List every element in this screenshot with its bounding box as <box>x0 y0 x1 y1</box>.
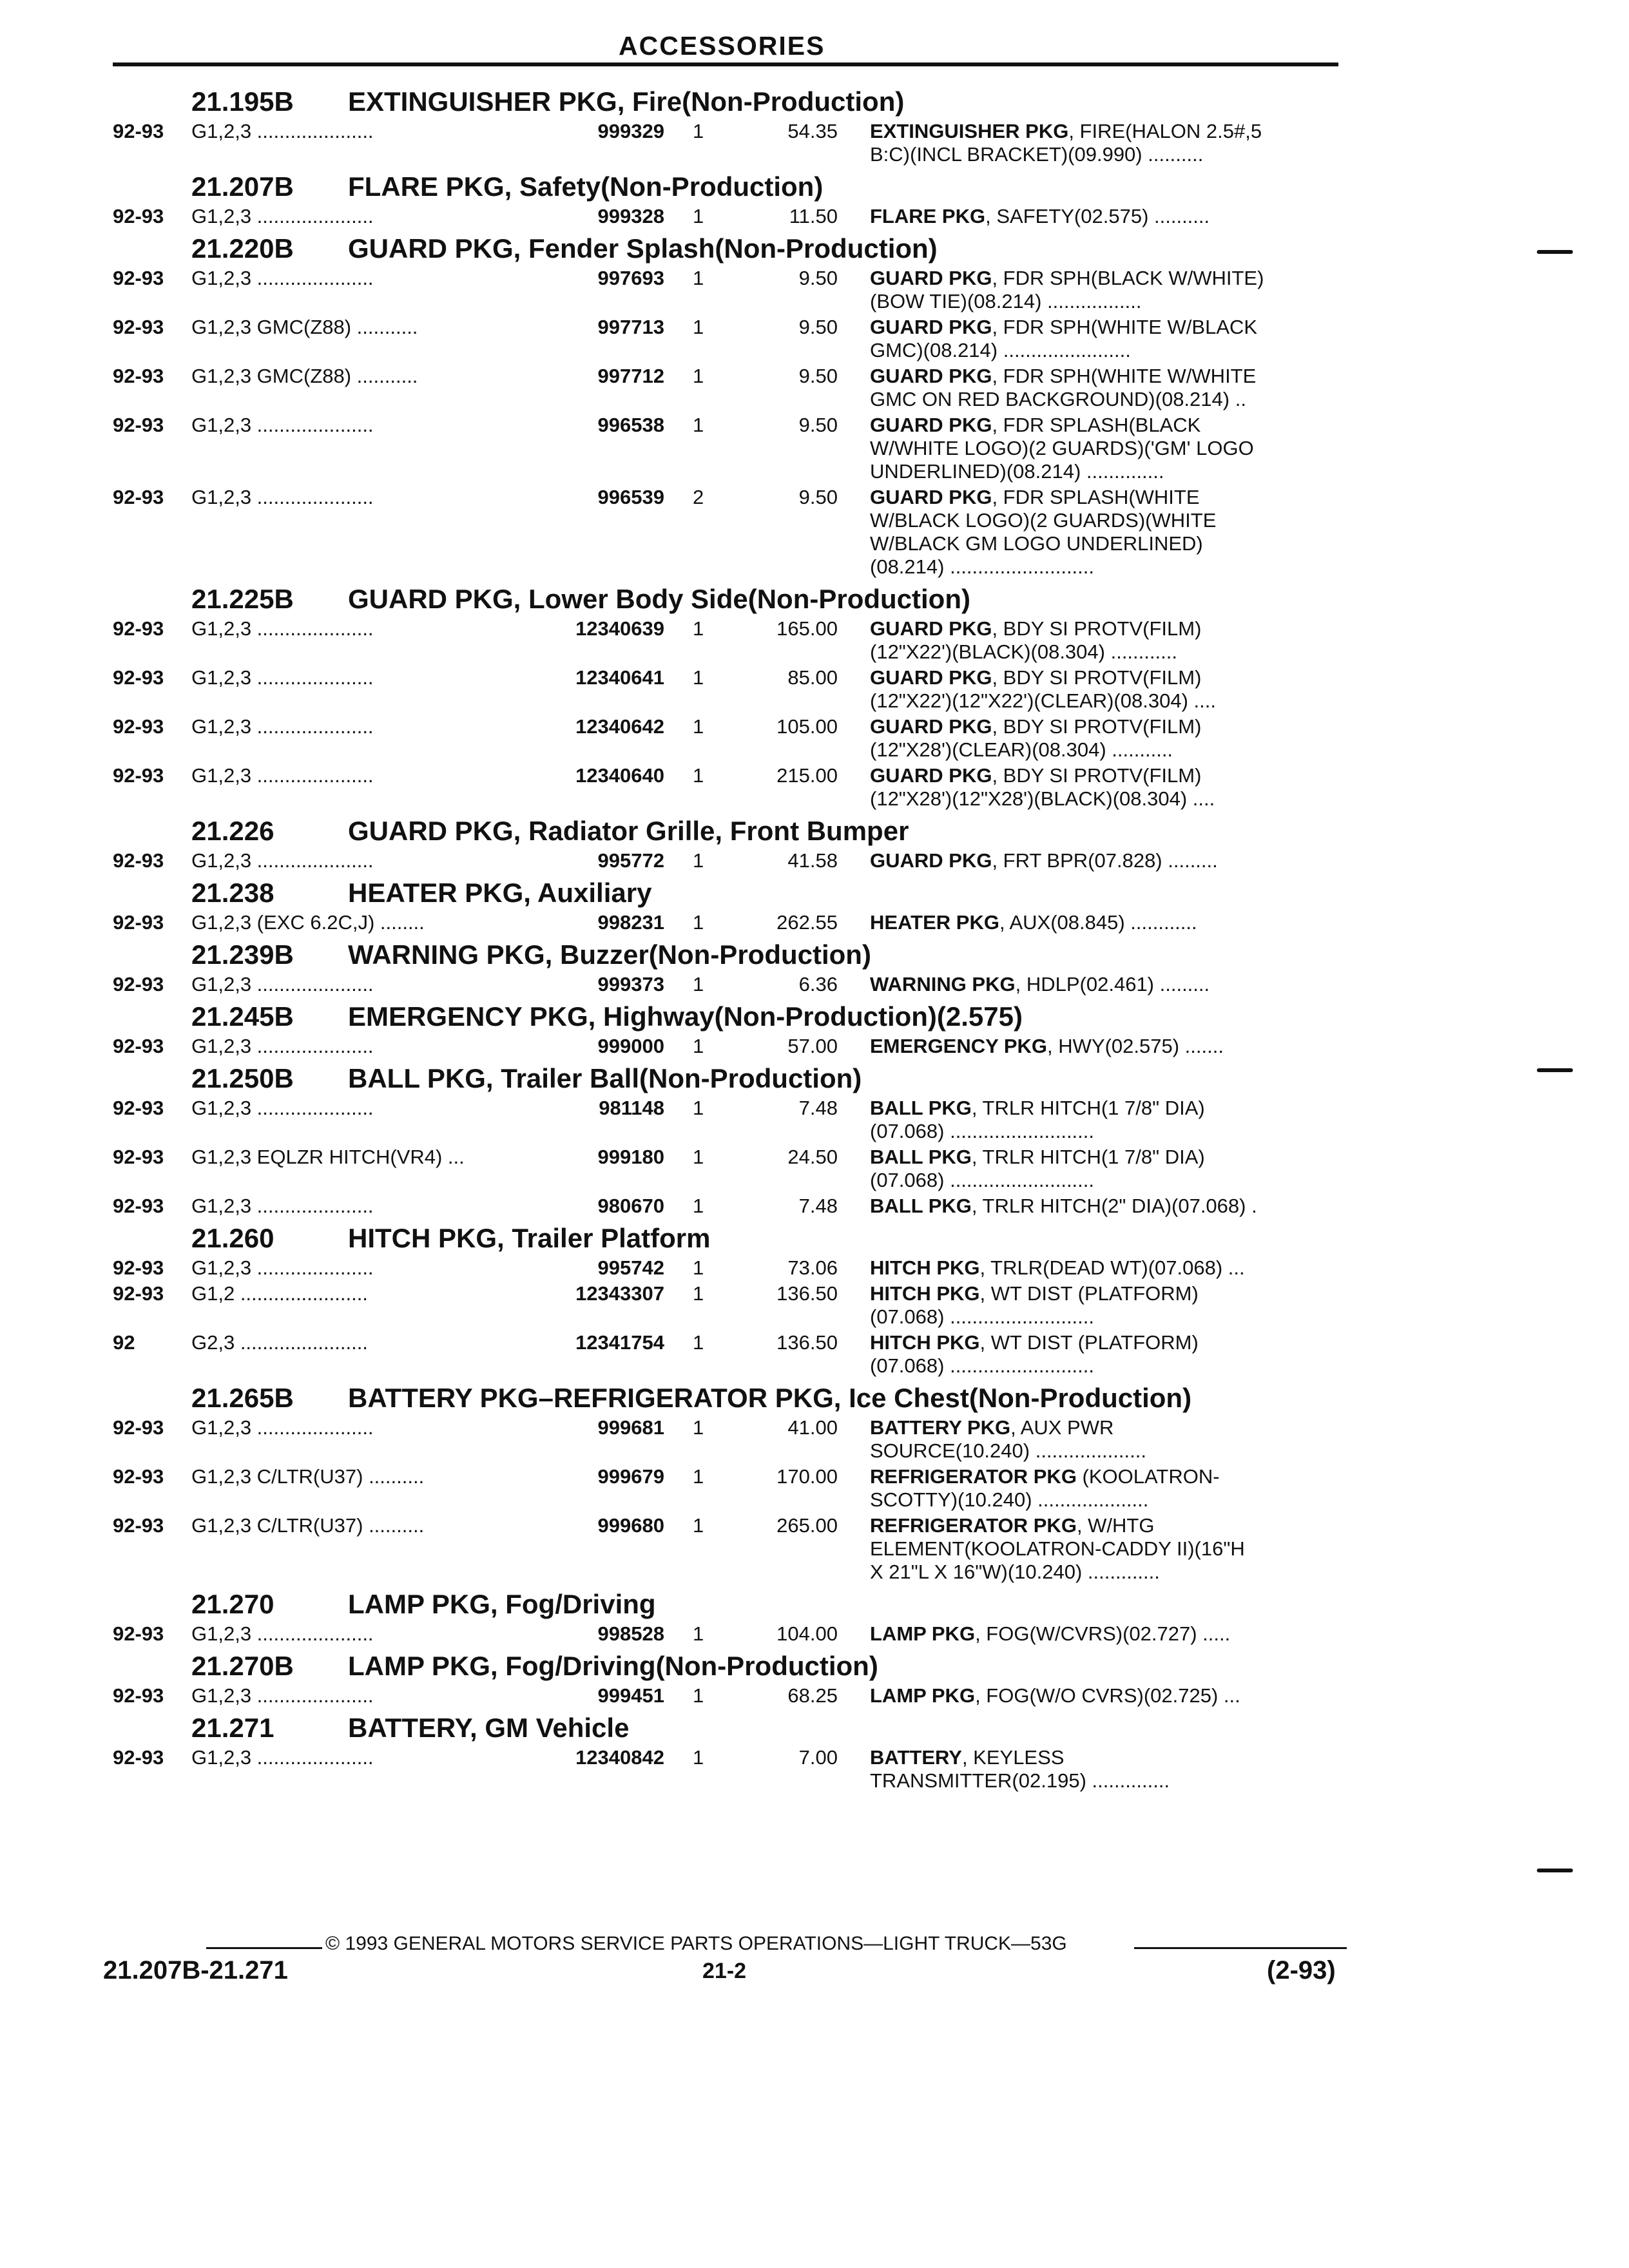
model-years: 92-93 <box>113 666 164 689</box>
quantity: 1 <box>693 1097 704 1119</box>
quantity: 2 <box>693 486 704 508</box>
quantity: 1 <box>693 973 704 995</box>
part-name: BALL PKG <box>870 1195 972 1217</box>
part-detail: , FRT BPR(07.828) ......... <box>992 849 1218 872</box>
price: 104.00 <box>776 1622 838 1645</box>
part-row <box>0 316 1629 362</box>
section-heading <box>0 813 1629 849</box>
footer-page-number: 21-2 <box>702 1959 747 1983</box>
section-number: 21.239B <box>191 939 294 970</box>
price: 170.00 <box>776 1465 838 1488</box>
application: G1,2,3 ..................... <box>191 1622 374 1645</box>
model-years: 92-93 <box>113 973 164 995</box>
application: G1,2,3 ..................... <box>191 973 374 995</box>
section-number: 21.245B <box>191 1001 294 1032</box>
part-row <box>0 365 1629 411</box>
model-years: 92-93 <box>113 1282 164 1305</box>
section-number: 21.207B <box>191 171 294 202</box>
part-number: 999451 <box>597 1684 664 1707</box>
section-title: BALL PKG, Trailer Ball(Non-Production) <box>348 1063 862 1093</box>
part-description <box>870 1256 1334 1280</box>
quantity: 1 <box>693 1465 704 1488</box>
part-number: 12343307 <box>575 1282 664 1305</box>
part-description <box>870 1746 1334 1792</box>
part-number: 12340640 <box>575 764 664 787</box>
part-row <box>0 1514 1629 1584</box>
application: G1,2,3 ..................... <box>191 1097 374 1119</box>
part-detail: , WT DIST (PLATFORM) (07.068) .......................... <box>870 1282 1199 1328</box>
quantity: 1 <box>693 1746 704 1769</box>
part-description <box>870 1331 1334 1378</box>
section-heading <box>0 1380 1629 1416</box>
section-title: GUARD PKG, Lower Body Side(Non-Production) <box>348 584 970 614</box>
price: 9.50 <box>798 486 838 508</box>
part-number: 996538 <box>597 414 664 436</box>
part-detail: , FDR SPLASH(BLACK W/WHITE LOGO)(2 GUARDS)('GM' LOGO UNDERLINED)(08.214) .............. <box>870 414 1254 483</box>
part-name: BATTERY <box>870 1746 962 1769</box>
margin-mark <box>1537 1068 1573 1072</box>
section-title: EXTINGUISHER PKG, Fire(Non-Production) <box>348 86 905 117</box>
part-detail: , HDLP(02.461) ......... <box>1015 973 1210 995</box>
part-detail: , BDY SI PROTV(FILM) (12"X22')(BLACK)(08.304) ............ <box>870 617 1202 663</box>
part-row <box>0 1097 1629 1143</box>
part-description <box>870 849 1334 872</box>
part-row <box>0 1256 1629 1280</box>
quantity: 1 <box>693 1195 704 1217</box>
part-row <box>0 205 1629 228</box>
part-row <box>0 267 1629 313</box>
part-detail: , FDR SPH(WHITE W/WHITE GMC ON RED BACKGROUND)(08.214) .. <box>870 365 1257 410</box>
margin-mark <box>1537 250 1573 254</box>
price: 54.35 <box>787 120 838 142</box>
model-years: 92-93 <box>113 1256 164 1279</box>
part-row <box>0 973 1629 996</box>
section-number: 21.250B <box>191 1063 294 1093</box>
section-heading <box>0 1061 1629 1097</box>
part-name: WARNING PKG <box>870 973 1016 995</box>
footer-rule-left <box>206 1947 322 1949</box>
section-title: LAMP PKG, Fog/Driving <box>348 1589 656 1619</box>
quantity: 1 <box>693 1256 704 1279</box>
quantity: 1 <box>693 1684 704 1707</box>
quantity: 1 <box>693 911 704 934</box>
price: 7.00 <box>798 1746 838 1769</box>
section-number: 21.270B <box>191 1651 294 1681</box>
part-detail: , TRLR HITCH(1 7/8" DIA) (07.068) .......................... <box>870 1146 1205 1191</box>
part-row <box>0 849 1629 872</box>
part-description <box>870 666 1334 713</box>
part-number: 981148 <box>599 1097 664 1119</box>
part-number: 999373 <box>597 973 664 995</box>
model-years: 92-93 <box>113 120 164 142</box>
application: G1,2,3 ..................... <box>191 414 374 436</box>
part-name: HITCH PKG <box>870 1256 980 1279</box>
quantity: 1 <box>693 1035 704 1057</box>
price: 7.48 <box>798 1195 838 1217</box>
part-row <box>0 1146 1629 1192</box>
part-row <box>0 1195 1629 1218</box>
section-title: GUARD PKG, Fender Splash(Non-Production) <box>348 233 938 264</box>
model-years: 92-93 <box>113 715 164 738</box>
model-years: 92-93 <box>113 1622 164 1645</box>
part-number: 995772 <box>597 849 664 872</box>
part-detail: , AUX(08.845) ............ <box>999 911 1197 934</box>
section-title: EMERGENCY PKG, Highway(Non-Production)(2.575) <box>348 1001 1023 1032</box>
section-heading <box>0 1648 1629 1684</box>
part-detail: , BDY SI PROTV(FILM) (12"X28')(CLEAR)(08.304) ........... <box>870 715 1202 761</box>
section-heading <box>0 169 1629 205</box>
part-row <box>0 1684 1629 1707</box>
part-description <box>870 1282 1334 1329</box>
section-number: 21.271 <box>191 1713 275 1743</box>
section-heading <box>0 875 1629 911</box>
section-heading <box>0 581 1629 617</box>
model-years: 92-93 <box>113 1035 164 1057</box>
part-number: 999180 <box>597 1146 664 1168</box>
page-title: ACCESSORIES <box>619 31 825 61</box>
part-number: 12340842 <box>575 1746 664 1769</box>
quantity: 1 <box>693 205 704 227</box>
part-number: 12341754 <box>575 1331 664 1354</box>
model-years: 92-93 <box>113 267 164 289</box>
application: G1,2,3 C/LTR(U37) .......... <box>191 1514 425 1537</box>
price: 9.50 <box>798 267 838 289</box>
application: G2,3 ....................... <box>191 1331 368 1354</box>
section-title: WARNING PKG, Buzzer(Non-Production) <box>348 939 871 970</box>
section-heading <box>0 1710 1629 1746</box>
part-detail: , TRLR(DEAD WT)(07.068) ... <box>979 1256 1245 1279</box>
application: G1,2,3 ..................... <box>191 764 374 787</box>
part-number: 12340639 <box>575 617 664 640</box>
section-title: BATTERY, GM Vehicle <box>348 1713 630 1743</box>
application: G1,2,3 ..................... <box>191 486 374 508</box>
footer-section-range: 21.207B-21.271 <box>103 1956 288 1984</box>
model-years: 92-93 <box>113 911 164 934</box>
application: G1,2,3 EQLZR HITCH(VR4) ... <box>191 1146 465 1168</box>
part-detail: , KEYLESS TRANSMITTER(02.195) .............. <box>870 1746 1170 1792</box>
application: G1,2,3 ..................... <box>191 1684 374 1707</box>
part-number: 997712 <box>597 365 664 387</box>
price: 57.00 <box>787 1035 838 1057</box>
part-detail: (KOOLATRON- SCOTTY)(10.240) .................... <box>870 1465 1220 1511</box>
application: G1,2,3 ..................... <box>191 1195 374 1217</box>
section-heading <box>0 937 1629 973</box>
section-number: 21.270 <box>191 1589 275 1619</box>
part-name: HITCH PKG <box>870 1331 980 1354</box>
part-number: 995742 <box>597 1256 664 1279</box>
price: 165.00 <box>776 617 838 640</box>
price: 9.50 <box>798 316 838 338</box>
part-description <box>870 617 1334 664</box>
part-name: REFRIGERATOR PKG <box>870 1514 1077 1537</box>
price: 41.00 <box>787 1416 838 1439</box>
model-years: 92-93 <box>113 1514 164 1537</box>
part-detail: , FDR SPH(WHITE W/BLACK GMC)(08.214) ....................... <box>870 316 1258 361</box>
part-description <box>870 1195 1334 1218</box>
application: G1,2,3 ..................... <box>191 205 374 227</box>
part-description <box>870 414 1334 483</box>
section-number: 21.225B <box>191 584 294 614</box>
part-detail: , TRLR HITCH(1 7/8" DIA) (07.068) .......................... <box>870 1097 1205 1142</box>
model-years: 92-93 <box>113 414 164 436</box>
part-detail: , TRLR HITCH(2" DIA)(07.068) . <box>971 1195 1257 1217</box>
quantity: 1 <box>693 1146 704 1168</box>
application: G1,2,3 C/LTR(U37) .......... <box>191 1465 425 1488</box>
part-description <box>870 267 1334 313</box>
section-number: 21.220B <box>191 233 294 264</box>
part-name: HITCH PKG <box>870 1282 980 1305</box>
model-years: 92-93 <box>113 617 164 640</box>
part-number: 996539 <box>597 486 664 508</box>
footer-copyright: © 1993 GENERAL MOTORS SERVICE PARTS OPERATIONS—LIGHT TRUCK—53G <box>325 1933 1067 1954</box>
section-number: 21.195B <box>191 86 294 117</box>
section-title: HITCH PKG, Trailer Platform <box>348 1223 711 1253</box>
model-years: 92-93 <box>113 1684 164 1707</box>
part-row <box>0 1465 1629 1512</box>
part-detail: , AUX PWR SOURCE(10.240) .................... <box>870 1416 1146 1462</box>
part-detail: , HWY(02.575) ....... <box>1047 1035 1224 1057</box>
margin-mark <box>1537 1869 1573 1872</box>
model-years: 92-93 <box>113 1465 164 1488</box>
part-description <box>870 1622 1334 1646</box>
quantity: 1 <box>693 365 704 387</box>
parts-list <box>0 82 1629 1795</box>
footer-revision-date: (2-93) <box>1267 1956 1336 1984</box>
model-years: 92-93 <box>113 1195 164 1217</box>
part-row <box>0 414 1629 483</box>
part-number: 999000 <box>597 1035 664 1057</box>
price: 215.00 <box>776 764 838 787</box>
part-row <box>0 120 1629 166</box>
model-years: 92-93 <box>113 1097 164 1119</box>
section-heading <box>0 231 1629 267</box>
quantity: 1 <box>693 120 704 142</box>
price: 9.50 <box>798 414 838 436</box>
part-name: LAMP PKG <box>870 1622 976 1645</box>
price: 73.06 <box>787 1256 838 1279</box>
part-number: 12340641 <box>575 666 664 689</box>
part-description <box>870 486 1334 579</box>
quantity: 1 <box>693 715 704 738</box>
model-years: 92-93 <box>113 849 164 872</box>
section-number: 21.226 <box>191 816 275 846</box>
part-description <box>870 1035 1334 1058</box>
part-row <box>0 1035 1629 1058</box>
quantity: 1 <box>693 267 704 289</box>
part-description <box>870 1465 1334 1512</box>
quantity: 1 <box>693 414 704 436</box>
part-name: GUARD PKG <box>870 365 992 387</box>
part-name: LAMP PKG <box>870 1684 976 1707</box>
quantity: 1 <box>693 1622 704 1645</box>
application: G1,2,3 ..................... <box>191 849 374 872</box>
part-name: EMERGENCY PKG <box>870 1035 1048 1057</box>
quantity: 1 <box>693 666 704 689</box>
price: 6.36 <box>798 973 838 995</box>
price: 7.48 <box>798 1097 838 1119</box>
model-years: 92-93 <box>113 486 164 508</box>
section-number: 21.238 <box>191 878 275 908</box>
application: G1,2,3 ..................... <box>191 120 374 142</box>
application: G1,2,3 ..................... <box>191 617 374 640</box>
model-years: 92-93 <box>113 1746 164 1769</box>
price: 136.50 <box>776 1331 838 1354</box>
part-number: 12340642 <box>575 715 664 738</box>
part-name: HEATER PKG <box>870 911 999 934</box>
header-rule <box>113 62 1338 66</box>
section-title: LAMP PKG, Fog/Driving(Non-Production) <box>348 1651 878 1681</box>
price: 136.50 <box>776 1282 838 1305</box>
part-description <box>870 205 1334 228</box>
application: G1,2 ....................... <box>191 1282 368 1305</box>
part-name: BATTERY PKG <box>870 1416 1011 1439</box>
model-years: 92-93 <box>113 316 164 338</box>
part-name: GUARD PKG <box>870 267 992 289</box>
part-number: 997713 <box>597 316 664 338</box>
part-description <box>870 764 1334 811</box>
part-description <box>870 973 1334 996</box>
part-number: 999681 <box>597 1416 664 1439</box>
footer-rule-right <box>1134 1947 1347 1949</box>
part-description <box>870 1684 1334 1707</box>
part-row <box>0 1622 1629 1646</box>
part-number: 980670 <box>597 1195 664 1217</box>
part-detail: , FDR SPH(BLACK W/WHITE) (BOW TIE)(08.214) ................. <box>870 267 1264 312</box>
quantity: 1 <box>693 849 704 872</box>
part-description <box>870 365 1334 411</box>
application: G1,2,3 ..................... <box>191 1746 374 1769</box>
part-row <box>0 486 1629 579</box>
price: 105.00 <box>776 715 838 738</box>
application: G1,2,3 (EXC 6.2C,J) ........ <box>191 911 425 934</box>
part-name: GUARD PKG <box>870 764 992 787</box>
part-detail: , BDY SI PROTV(FILM) (12"X22')(12"X22')(CLEAR)(08.304) .... <box>870 666 1216 712</box>
price: 265.00 <box>776 1514 838 1537</box>
quantity: 1 <box>693 1416 704 1439</box>
part-row <box>0 911 1629 934</box>
model-years: 92-93 <box>113 764 164 787</box>
quantity: 1 <box>693 316 704 338</box>
part-name: BALL PKG <box>870 1097 972 1119</box>
price: 11.50 <box>789 205 838 227</box>
model-years: 92-93 <box>113 1416 164 1439</box>
part-detail: , WT DIST (PLATFORM) (07.068) .......................... <box>870 1331 1199 1377</box>
quantity: 1 <box>693 617 704 640</box>
price: 85.00 <box>787 666 838 689</box>
application: G1,2,3 ..................... <box>191 1035 374 1057</box>
part-name: GUARD PKG <box>870 316 992 338</box>
quantity: 1 <box>693 1331 704 1354</box>
application: G1,2,3 ..................... <box>191 715 374 738</box>
section-title: FLARE PKG, Safety(Non-Production) <box>348 171 824 202</box>
price: 68.25 <box>787 1684 838 1707</box>
quantity: 1 <box>693 1514 704 1537</box>
part-detail: , FOG(W/CVRS)(02.727) ..... <box>975 1622 1231 1645</box>
part-number: 997693 <box>597 267 664 289</box>
application: G1,2,3 ..................... <box>191 1256 374 1279</box>
part-description <box>870 1097 1334 1143</box>
section-number: 21.265B <box>191 1383 294 1413</box>
price: 9.50 <box>798 365 838 387</box>
part-row <box>0 764 1629 811</box>
part-description <box>870 911 1334 934</box>
part-name: GUARD PKG <box>870 617 992 640</box>
part-name: FLARE PKG <box>870 205 986 227</box>
part-description <box>870 1514 1334 1584</box>
part-name: GUARD PKG <box>870 715 992 738</box>
part-description <box>870 1146 1334 1192</box>
part-name: GUARD PKG <box>870 486 992 508</box>
price: 41.58 <box>787 849 838 872</box>
part-number: 998528 <box>597 1622 664 1645</box>
part-name: BALL PKG <box>870 1146 972 1168</box>
quantity: 1 <box>693 764 704 787</box>
part-name: GUARD PKG <box>870 414 992 436</box>
model-years: 92-93 <box>113 1146 164 1168</box>
part-name: GUARD PKG <box>870 849 992 872</box>
part-name: GUARD PKG <box>870 666 992 689</box>
model-years: 92 <box>113 1331 135 1354</box>
quantity: 1 <box>693 1282 704 1305</box>
section-heading <box>0 1586 1629 1622</box>
part-row <box>0 1746 1629 1792</box>
part-detail: , FIRE(HALON 2.5#,5 B:C)(INCL BRACKET)(09.990) .......... <box>870 120 1262 166</box>
section-heading <box>0 1220 1629 1256</box>
application: G1,2,3 GMC(Z88) ........... <box>191 365 418 387</box>
part-description <box>870 120 1334 166</box>
price: 262.55 <box>776 911 838 934</box>
part-number: 999679 <box>597 1465 664 1488</box>
section-title: BATTERY PKG–REFRIGERATOR PKG, Ice Chest(Non-Production) <box>348 1383 1192 1413</box>
part-row <box>0 1282 1629 1329</box>
part-detail: , FDR SPLASH(WHITE W/BLACK LOGO)(2 GUARDS)(WHITE W/BLACK GM LOGO UNDERLINED) (08.214) .......................... <box>870 486 1217 578</box>
price: 24.50 <box>787 1146 838 1168</box>
part-number: 999329 <box>597 120 664 142</box>
part-row <box>0 666 1629 713</box>
application: G1,2,3 GMC(Z88) ........... <box>191 316 418 338</box>
section-heading <box>0 999 1629 1035</box>
part-detail: , W/HTG ELEMENT(KOOLATRON-CADDY II)(16"H X 21"L X 16"W)(10.240) ............. <box>870 1514 1245 1583</box>
application: G1,2,3 ..................... <box>191 666 374 689</box>
section-number: 21.260 <box>191 1223 275 1253</box>
part-row <box>0 617 1629 664</box>
part-description <box>870 715 1334 762</box>
part-detail: , FOG(W/O CVRS)(02.725) ... <box>975 1684 1240 1707</box>
part-detail: , BDY SI PROTV(FILM) (12"X28')(12"X28')(BLACK)(08.304) .... <box>870 764 1215 810</box>
part-row <box>0 1416 1629 1463</box>
model-years: 92-93 <box>113 365 164 387</box>
section-title: HEATER PKG, Auxiliary <box>348 878 652 908</box>
application: G1,2,3 ..................... <box>191 1416 374 1439</box>
part-name: REFRIGERATOR PKG <box>870 1465 1077 1488</box>
part-description <box>870 1416 1334 1463</box>
part-number: 999680 <box>597 1514 664 1537</box>
part-description <box>870 316 1334 362</box>
part-row <box>0 1331 1629 1378</box>
part-row <box>0 715 1629 762</box>
section-heading <box>0 84 1629 120</box>
part-number: 999328 <box>597 205 664 227</box>
section-title: GUARD PKG, Radiator Grille, Front Bumper <box>348 816 909 846</box>
part-detail: , SAFETY(02.575) .......... <box>985 205 1210 227</box>
part-name: EXTINGUISHER PKG <box>870 120 1069 142</box>
application: G1,2,3 ..................... <box>191 267 374 289</box>
model-years: 92-93 <box>113 205 164 227</box>
part-number: 998231 <box>597 911 664 934</box>
